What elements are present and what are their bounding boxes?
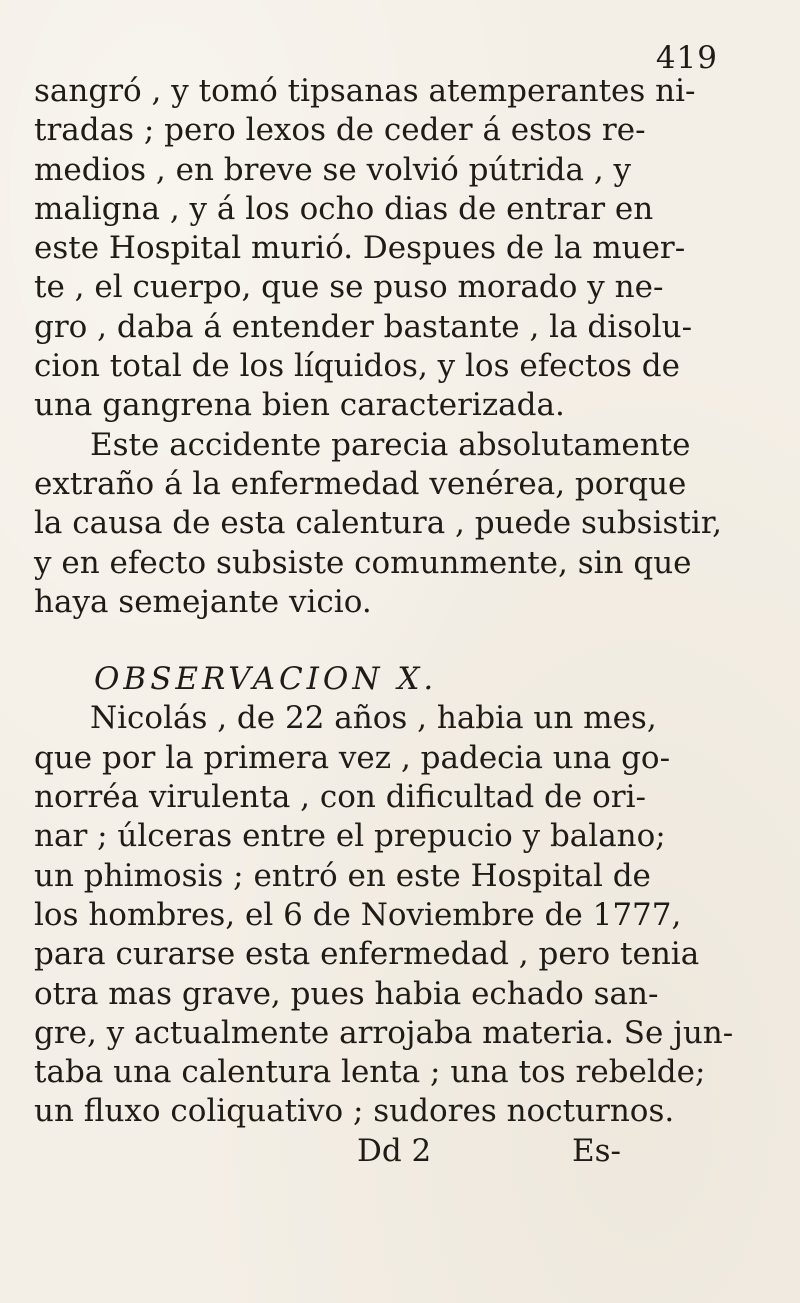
signature-mark: Dd 2 — [357, 1132, 432, 1169]
paragraph-2 — [34, 426, 724, 622]
text-line: nar ; úlceras entre el prepucio y balano; — [34, 818, 666, 855]
text-line: una gangrena bien caracterizada. — [34, 387, 565, 424]
text-line: haya semejante vicio. — [34, 583, 372, 620]
text-line: taba una calentura lenta ; una tos rebelde; — [34, 1054, 706, 1091]
section-heading: OBSERVACION X. — [94, 661, 438, 698]
text-line: extraño á la enfermedad venérea, porque — [34, 465, 687, 502]
page-footer — [34, 1132, 724, 1171]
text-line: medios , en breve se volvió pútrida , y — [34, 151, 632, 188]
text-line: sangró , y tomó tipsanas atemperantes ni- — [34, 73, 696, 109]
paragraph-1 — [34, 72, 724, 426]
text-line: maligna , y á los ocho dias de entrar en — [34, 190, 654, 227]
text-line: tradas ; pero lexos de ceder á estos re- — [34, 112, 646, 149]
text-line: que por la primera vez , padecia una go- — [34, 739, 671, 776]
text-line: un phimosis ; entró en este Hospital de — [34, 857, 651, 894]
text-line: la causa de esta calentura , puede subsistir, — [34, 505, 723, 542]
text-line: un fluxo coliquativo ; sudores nocturnos. — [34, 1093, 675, 1130]
text-line: te , el cuerpo, que se puso morado y ne- — [34, 269, 664, 306]
observation-paragraph — [34, 699, 734, 1131]
text-line: gro , daba á entender bastante , la disolu- — [34, 308, 693, 345]
text-line: norréa virulenta , con dificultad de ori- — [34, 779, 646, 816]
text-line: este Hospital murió. Despues de la muer- — [34, 230, 686, 267]
text-line: los hombres, el 6 de Noviembre de 1777, — [34, 896, 682, 933]
text-line: otra mas grave, pues habia echado san- — [34, 975, 659, 1012]
catchword: Es- — [572, 1132, 622, 1169]
text-line: para curarse esta enfermedad , pero tenia — [34, 936, 700, 973]
text-line: cion total de los líquidos, y los efectos de — [34, 348, 680, 385]
text-line: Nicolás , de 22 años , habia un mes, — [90, 700, 657, 737]
text-line: y en efecto subsiste comunmente, sin que — [34, 544, 692, 581]
body-text — [34, 72, 734, 1171]
text-line: gre, y actualmente arrojaba materia. Se jun- — [34, 1014, 734, 1051]
text-line: Este accidente parecia absolutamente — [90, 426, 691, 463]
page-number: 419 — [655, 40, 718, 76]
